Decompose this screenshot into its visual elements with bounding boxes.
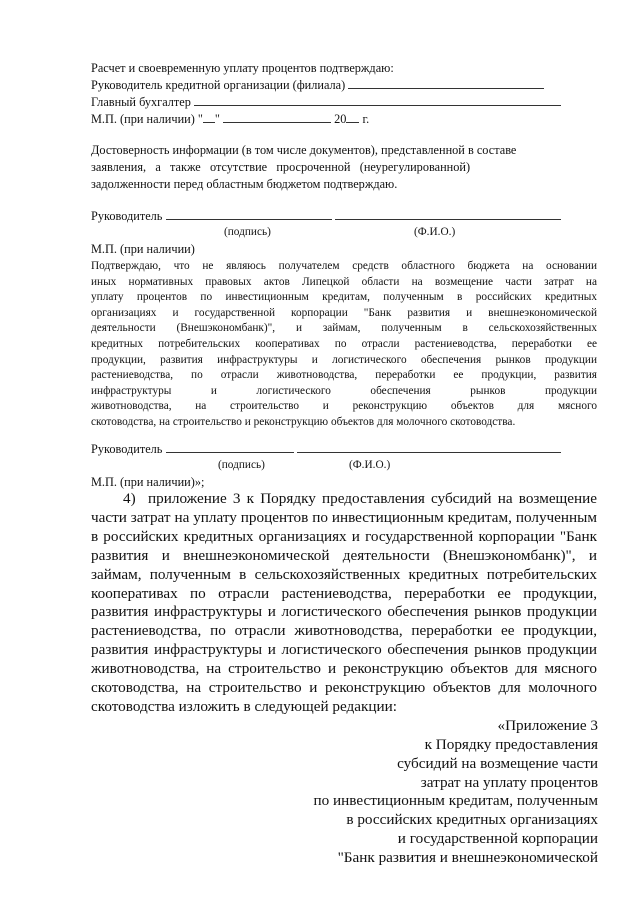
bank-head-label: Руководитель кредитной организации (филиала): [91, 78, 346, 92]
signature-caption: (подпись): [218, 459, 265, 471]
paragraph-line: растениеводства, по отрасли животноводства, переработки ее продукции, развития: [91, 369, 597, 382]
stamp-note-2: М.П. (при наличии)»;: [91, 475, 205, 489]
signature-line-2: [91, 442, 561, 456]
appendix-header-line: к Порядку предоставления: [424, 735, 598, 753]
paragraph-line: инфраструктуры и логистического обеспечения рынков продукции: [91, 384, 597, 397]
paragraph-line: деятельности (Внешэкономбанк)", и займам, полученным в сельскохозяйственных: [91, 322, 597, 335]
main-paragraph-line: животноводства, на строительство и реконструкцию объектов для мясного: [91, 660, 597, 678]
quote-close: ": [214, 112, 220, 126]
paragraph-line: организациях и государственной корпорации "Банк развития и внешнеэкономической: [91, 306, 597, 319]
head-label: Руководитель: [91, 442, 163, 456]
paragraph-line: скотоводства, на строительство и реконструкцию объектов для молочного скотоводства.: [91, 416, 516, 428]
chief-accountant-blank: [194, 95, 561, 106]
paragraph-line: продукции, развития инфраструктуры и логистического обеспечения рынков продукции: [91, 353, 597, 366]
main-paragraph-line: развития инфраструктуры и логистического обеспечения рынков продукции: [91, 603, 597, 621]
signature-caption: (подпись): [224, 226, 271, 238]
day-blank: [203, 112, 215, 123]
paragraph-line: иных нормативных правовых актов Липецкой области на возмещение части затрат на: [91, 275, 597, 288]
main-paragraph-line: скотоводства, на строительство и реконструкцию объектов для молочного: [91, 679, 597, 696]
paragraph-line: животноводства, на строительство и реконструкцию объектов для мясного: [91, 400, 597, 413]
bank-head-line: [91, 78, 544, 92]
name-blank: [297, 442, 561, 453]
chief-accountant-line: [91, 95, 561, 109]
bank-head-blank: [348, 78, 544, 89]
main-paragraph-line: кооперативах по отрасли растениеводства, переработки ее продукции,: [91, 584, 597, 602]
signature-blank: [166, 442, 294, 453]
main-paragraph-line: в российских кредитных организациях и государственной корпорации "Банк: [91, 527, 597, 545]
name-caption: (Ф.И.О.): [349, 459, 391, 471]
year-prefix: 20: [334, 112, 347, 126]
signature-line-1: [91, 209, 561, 223]
appendix-header-line: субсидий на возмещение части: [397, 754, 598, 772]
reliability-line-3: задолженности перед областным бюджетом подтверждаю.: [91, 177, 398, 191]
month-blank: [223, 112, 331, 123]
main-paragraph-line: займам, полученным в сельскохозяйственных кредитных потребительских: [91, 565, 597, 583]
appendix-header-line: по инвестиционным кредитам, полученным: [313, 792, 598, 810]
name-blank: [335, 209, 561, 220]
year-suffix: г.: [362, 112, 370, 126]
appendix-header-line: "Банк развития и внешнеэкономической: [337, 849, 598, 867]
reliability-line-1: Достоверность информации (в том числе документов), представленной в составе: [91, 143, 517, 157]
appendix-header-line: и государственной корпорации: [397, 830, 598, 848]
name-caption: (Ф.И.О.): [414, 226, 456, 238]
main-paragraph-line: скотоводства изложить в следующей редакции:: [91, 697, 397, 715]
appendix-header-line: «Приложение 3: [497, 716, 598, 734]
main-paragraph-line: растениеводства, по отрасли животноводства, переработки ее продукции,: [91, 622, 597, 640]
main-paragraph-line: развития инфраструктуры и логистического обеспечения рынков продукции: [91, 641, 597, 659]
chief-accountant-label: Главный бухгалтер: [91, 95, 191, 109]
stamp-date-line: [91, 112, 369, 126]
paragraph-line: Подтверждаю, что не являюсь получателем средств областного бюджета на основании: [91, 260, 597, 272]
year-blank: [346, 112, 359, 123]
main-paragraph-line: развития и внешнеэкономической деятельности (Внешэкономбанк)", и: [91, 546, 597, 564]
signature-blank: [166, 209, 332, 220]
stamp-note-1: М.П. (при наличии): [91, 242, 195, 256]
appendix-header-line: затрат на уплату процентов: [420, 773, 598, 791]
head-label: Руководитель: [91, 209, 163, 223]
confirm-interest-line: Расчет и своевременную уплату процентов подтверждаю:: [91, 61, 394, 75]
appendix-header-line: в российских кредитных организациях: [346, 811, 598, 829]
paragraph-line: уплату процентов по инвестиционным кредитам, полученным в российских кредитных: [91, 291, 597, 304]
main-paragraph-line: части затрат на уплату процентов по инвестиционным кредитам, полученным: [91, 508, 597, 526]
stamp-label: М.П. (при наличии) ": [91, 112, 203, 126]
main-paragraph-line: 4) приложение 3 к Порядку предоставления субсидий на возмещение: [123, 490, 597, 507]
paragraph-line: кредитных потребительских кооперативах по отрасли растениеводства, переработки ее: [91, 338, 597, 350]
reliability-line-2: заявления, а также отсутствие просроченной (неурегулированной): [91, 160, 471, 174]
